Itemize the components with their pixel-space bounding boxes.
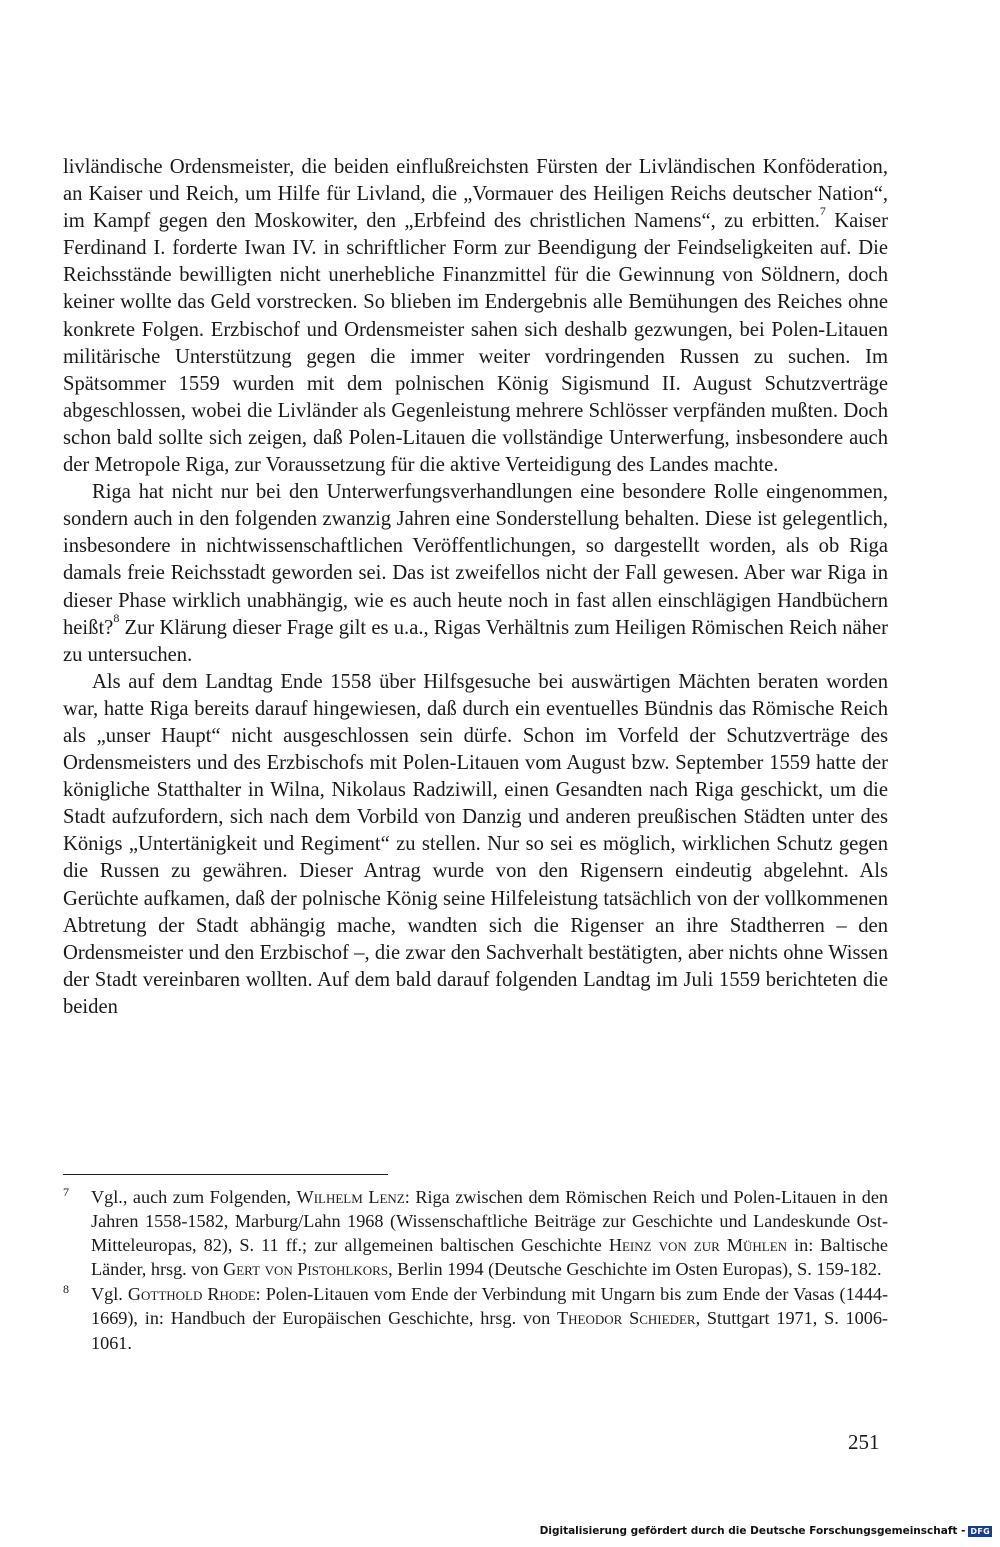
footnote-8 xyxy=(63,1282,888,1354)
footnote-text-part: : Polen-Litauen vom Ende der Verbindung mit Ungarn bis zum Ende der Vasas (1444-1669), in: Handbuch der Europäischen Geschichte, hrsg. von xyxy=(91,1284,889,1329)
paragraph-1-part-b: Kaiser Ferdinand I. forderte Iwan IV. in schriftlicher Form zur Beendigung der Feindseligkeiten auf. Die Reichsstände bewilligten nicht unerhebliche Finanzmittel für die Gewinnung von Söldnern, doch keiner wollte das Geld vorstrecken. So blieben im Endergebnis alle Bemühungen des Reiches ohne konkrete Folgen. Erzbischof und Ordensmeister sahen sich deshalb gezwungen, bei Polen-Litauen militärische Unterstützung gegen die immer weiter vordringenden Russen zu suchen. Im Spätsommer 1559 wurden mit dem polnischen König Sigismund II. August Schutzverträge abgeschlossen, wobei die Livländer als Gegenleistung mehrere Schlösser verpfänden mußten. Doch schon bald sollte sich zeigen, daß Polen-Litauen die vollständige Unterwerfung, insbesondere auch der Metropole Riga, zur Voraussetzung für die aktive Verteidigung des Landes machte. xyxy=(63,210,888,477)
footnote-text-part: Vgl. xyxy=(91,1284,128,1305)
footnote-ref-7[interactable]: 7 xyxy=(819,204,826,219)
footnote-ref-8[interactable]: 8 xyxy=(113,610,120,625)
footnote-text-part: , Stuttgart 1971, S. 1006-1061. xyxy=(91,1308,888,1353)
footnote-text xyxy=(91,1282,888,1354)
footnote-divider xyxy=(63,1174,388,1175)
paragraph-2-part-b: Zur Klärung dieser Frage gilt es u.a., Rigas Verhältnis zum Heiligen Römischen Reich näher zu untersuchen. xyxy=(63,616,888,666)
footnotes xyxy=(63,1185,888,1355)
author-name: Gotthold Rhode xyxy=(127,1284,256,1305)
footnote-text-part: in: Baltische Länder, hrsg. von xyxy=(91,1235,888,1280)
footnote-text-part: Vgl., auch zum Folgenden, xyxy=(91,1187,297,1207)
page-number: 251 xyxy=(848,1430,880,1454)
digitization-text: Digitalisierung gefördert durch die Deutsche Forschungsgemeinschaft - xyxy=(539,1525,966,1537)
footnote-7 xyxy=(63,1185,888,1281)
dfg-logo: DFG xyxy=(970,1526,990,1536)
editor-name: Theodor Schieder xyxy=(557,1308,696,1329)
author-name: Wilhelm Lenz xyxy=(296,1187,405,1207)
paragraph-1 xyxy=(63,154,888,479)
paragraph-1-part-a: livländische Ordensmeister, die beiden einflußreichsten Fürsten der Livländischen Konföderation, an Kaiser und Reich, um Hilfe für Livland, die „Vormauer des Heiligen Reichs deutscher Nation“, im Kampf gegen den Moskowiter, den „Erbfeind des christlichen Namens“, zu erbitten. xyxy=(63,156,888,233)
footnote-text-part: : Riga zwischen dem Römischen Reich und Polen-Litauen in den Jahren 1558-1582, Marburg/Lahn 1968 (Wissenschaftliche Beiträge zur Geschichte und Landeskunde Ost-Mitteleuropas, 82), S. 11 ff.; zur allgemeinen baltischen Geschichte xyxy=(91,1187,888,1256)
paragraph-3: Als auf dem Landtag Ende 1558 über Hilfsgesuche bei auswärtigen Mächten beraten worden war, hatte Riga bereits darauf hingewiesen, daß durch ein eventuelles Bündnis das Römische Reich als „unser Haupt“ nicht ausgeschlossen sein dürfe. Schon im Vorfeld der Schutzverträge des Ordensmeisters und des Erzbischofs mit Polen-Litauen vom August bzw. September 1559 hatte der königliche Statthalter in Wilna, Nikolaus Radziwill, einen Gesandten nach Riga geschickt, um die Stadt aufzufordern, sich nach dem Vorbild von Danzig und anderen preußischen Städten unter des Königs „Untertänigkeit und Regiment“ zu stellen. Nur so sei es möglich, wirklichen Schutz gegen die Russen zu gewähren. Dieser Antrag wurde von den Rigensern eindeutig abgelehnt. Als Gerüchte aufkamen, daß der polnische König seine Hilfeleistung tatsächlich von der vollkommenen Abtretung der Stadt abhängig mache, wandten sich die Rigenser an ihre Stadtherren – den Ordensmeister und den Erzbischof –, die zwar den Sachverhalt bestätigten, aber nichts ohne Wissen der Stadt vereinbaren wollten. Auf dem bald darauf folgenden Landtag im Juli 1559 berichteten die beiden xyxy=(63,670,888,1018)
footnote-number: 8 xyxy=(63,1282,69,1297)
main-text xyxy=(63,154,888,1021)
footnote-text xyxy=(91,1185,888,1281)
editor-name: Gert von Pistohlkors xyxy=(223,1259,389,1280)
footnote-text-part: , Berlin 1994 (Deutsche Geschichte im Osten Europas), S. 159-182. xyxy=(388,1259,882,1280)
paragraph-2-part-a: Riga hat nicht nur bei den Unterwerfungsverhandlungen eine besondere Rolle eingenommen, sondern auch in den folgenden zwanzig Jahren eine Sonderstellung behalten. Diese ist gelegentlich, insbesondere in nichtwissenschaftlichen Veröffentlichungen, so dargestellt worden, als ob Riga damals freie Reichsstadt geworden sei. Das ist zweifellos nicht der Fall gewesen. Aber war Riga in dieser Phase wirklich unabhängig, wie es auch heute noch in fast allen einschlägigen Handbüchern heißt? xyxy=(63,481,888,639)
paragraph-2 xyxy=(63,479,888,669)
author-name: Heinz von zur Mühlen xyxy=(608,1235,788,1256)
digitization-note xyxy=(540,1525,992,1537)
footnote-number: 7 xyxy=(63,1185,69,1199)
